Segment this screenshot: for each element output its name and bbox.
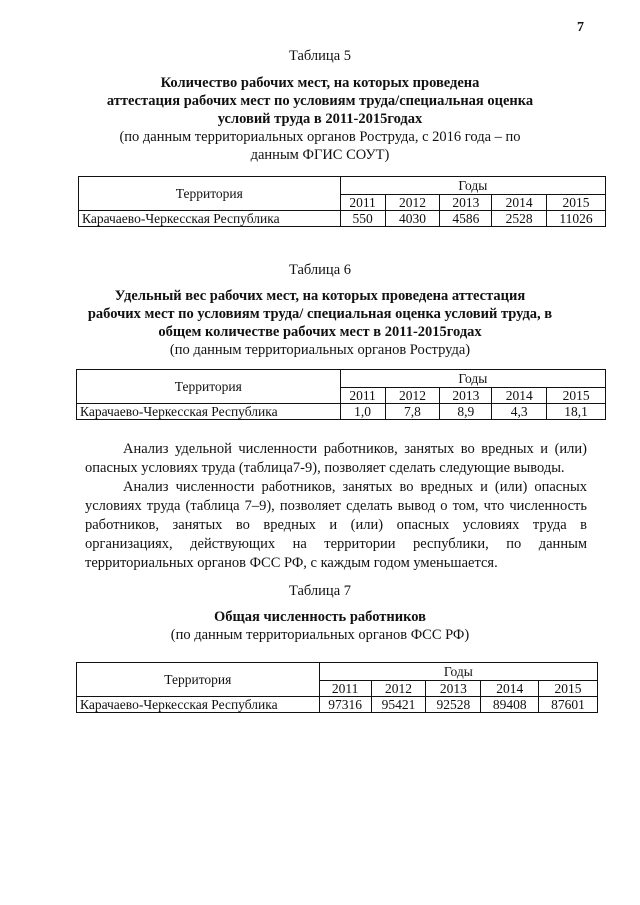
- value-cell: 7,8: [385, 404, 440, 420]
- table-5-title: [60, 74, 580, 128]
- year-cell: 2014: [492, 388, 547, 404]
- year-cell: 2015: [547, 195, 606, 211]
- header-years: Годы: [319, 663, 597, 681]
- table-5-subtitle: [60, 128, 580, 164]
- header-years: Годы: [340, 177, 605, 195]
- table-6-title: [60, 287, 580, 341]
- header-territory: Территория: [79, 177, 341, 211]
- year-cell: 2011: [340, 388, 385, 404]
- table-5-subtitle-line: данным ФГИС СОУТ): [250, 147, 390, 163]
- year-cell: 2013: [426, 681, 481, 697]
- value-cell: 89408: [481, 697, 539, 713]
- table-6-title-line: общем количестве рабочих мест в 2011-2015годах: [158, 324, 482, 340]
- table-7-subtitle-line: (по данным территориальных органов ФСС РФ): [170, 627, 470, 643]
- table-7-subtitle: [60, 626, 580, 644]
- table-7: [76, 662, 598, 713]
- value-cell: 4030: [385, 211, 440, 227]
- header-territory: Территория: [77, 663, 320, 697]
- region-cell: Карачаево-Черкесская Республика: [79, 211, 341, 227]
- value-cell: 95421: [371, 697, 426, 713]
- value-cell: 1,0: [340, 404, 385, 420]
- value-cell: 4,3: [492, 404, 547, 420]
- value-cell: 92528: [426, 697, 481, 713]
- page-number: 7: [577, 20, 584, 35]
- year-cell: 2011: [319, 681, 371, 697]
- header-years: Годы: [340, 370, 605, 388]
- table-7-title-line: Общая численность работников: [214, 609, 426, 625]
- table-6-title-line: Удельный вес рабочих мест, на которых проведена аттестация: [114, 288, 526, 304]
- header-territory: Территория: [77, 370, 341, 404]
- region-cell: Карачаево-Черкесская Республика: [77, 697, 320, 713]
- year-cell: 2012: [385, 195, 440, 211]
- table-5: [78, 176, 606, 227]
- value-cell: 550: [340, 211, 385, 227]
- value-cell: 87601: [539, 697, 598, 713]
- value-cell: 4586: [440, 211, 492, 227]
- year-cell: 2012: [385, 388, 440, 404]
- table-5-subtitle-line: (по данным территориальных органов Роструда, с 2016 года – по: [119, 129, 521, 145]
- year-cell: 2015: [547, 388, 606, 404]
- table-5-title-line: условий труда в 2011-2015годах: [217, 111, 423, 127]
- table-5-caption: Таблица 5: [288, 48, 351, 64]
- table-7-title: [60, 608, 580, 626]
- paragraph: Анализ удельной численности работников, занятых во вредных и (или) опасных условиях труда (таблица7-9), позволяет сделать следующие выводы.: [85, 441, 587, 476]
- year-cell: 2014: [481, 681, 539, 697]
- table-6-title-line: рабочих мест по условиям труда/ специальная оценка условий труда, в: [87, 306, 553, 322]
- table-6-subtitle-line: (по данным территориальных органов Роструда): [169, 342, 471, 358]
- table-6: [76, 369, 606, 420]
- table-7-caption: Таблица 7: [288, 583, 351, 599]
- value-cell: 18,1: [547, 404, 606, 420]
- year-cell: 2012: [371, 681, 426, 697]
- year-cell: 2014: [492, 195, 547, 211]
- table-6-caption: Таблица 6: [288, 262, 351, 278]
- table-5-title-line: Количество рабочих мест, на которых проведена: [160, 75, 480, 91]
- value-cell: 8,9: [440, 404, 492, 420]
- year-cell: 2013: [440, 195, 492, 211]
- region-cell: Карачаево-Черкесская Республика: [77, 404, 341, 420]
- year-cell: 2011: [340, 195, 385, 211]
- value-cell: 11026: [547, 211, 606, 227]
- year-cell: 2015: [539, 681, 598, 697]
- year-cell: 2013: [440, 388, 492, 404]
- table-5-title-line: аттестация рабочих мест по условиям труда/специальная оценка: [106, 93, 534, 109]
- table-6-subtitle: [60, 341, 580, 359]
- value-cell: 2528: [492, 211, 547, 227]
- paragraph: Анализ численности работников, занятых во вредных и (или) опасных условиях труда (таблица 7–9), позволяет сделать вывод о том, что численность работников, занятых во вредных и (или) опасных условиях труда в организациях, действующих на территории республики, по данным территориальных органов ФСС РФ, с каждым годом уменьшается.: [85, 479, 587, 571]
- value-cell: 97316: [319, 697, 371, 713]
